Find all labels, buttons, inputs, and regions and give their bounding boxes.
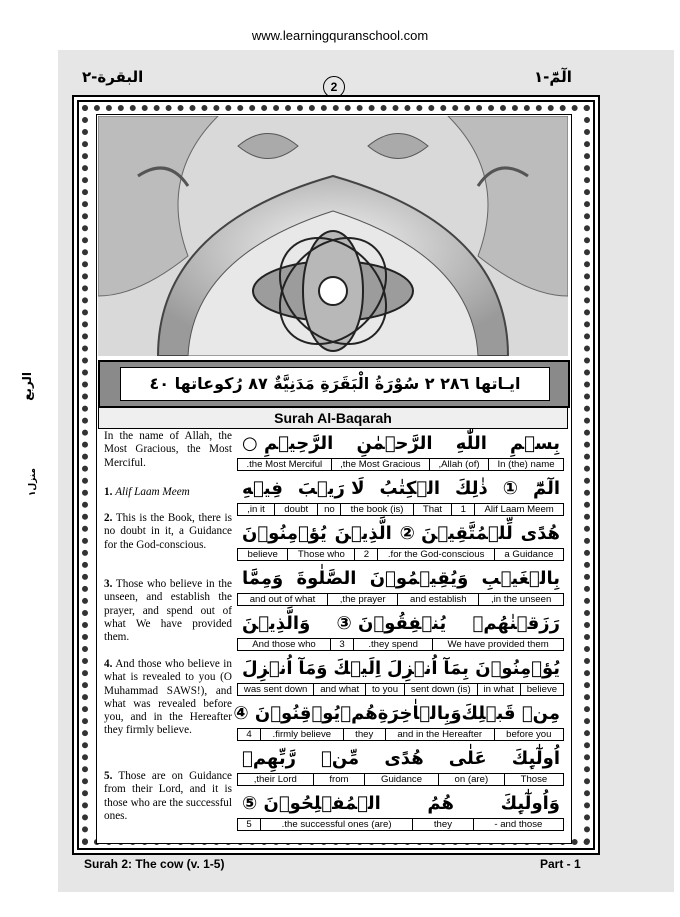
arabic-word: بِالۡغَيۡبِ: [481, 567, 560, 589]
translation-column: [98, 428, 234, 836]
arabic-word: وَيُقِيۡمُوۡنَ: [369, 567, 469, 589]
english-word: (of) Allah,: [429, 458, 489, 471]
verse-1: 1. Alif Laam Meem: [104, 486, 190, 498]
english-word: That: [413, 503, 453, 516]
surah-banner-text: ايـاتها ٢٨٦ ٢ سُوْرَةُ الْبَقَرَةِ مَدَنِيَّةٌ ٨٧ رُكوعاتها ٤٠: [120, 367, 550, 401]
english-word: (is) the book: [340, 503, 413, 516]
english-word: they spend.: [353, 638, 433, 651]
english-word: a Guidance: [494, 548, 564, 561]
arabic-word: الرَّحۡمٰنِ: [356, 432, 433, 454]
english-word: 4: [237, 728, 261, 741]
site-url: www.learningquranschool.com: [251, 28, 429, 43]
arabic-word: يُنۡفِقُوۡنَ ③: [336, 612, 447, 634]
english-word: Those: [504, 773, 564, 786]
english-word: in the unseen,: [478, 593, 564, 606]
arabic-word: اُنۡزِلَ: [386, 657, 438, 679]
arabic-word: مِّنۡ: [321, 747, 360, 769]
page-number: 2: [323, 76, 345, 98]
arabic-word: هُمۡ: [340, 702, 378, 724]
english-word: and establish: [397, 593, 479, 606]
arabic-word: الرَّحِيۡمِ ○: [242, 432, 334, 454]
english-row: [238, 548, 564, 561]
english-row: [238, 818, 564, 831]
surah-title: Surah Al-Baqarah: [98, 407, 568, 429]
arabic-row: [238, 788, 564, 818]
arabic-word: رَّبِّهِمۡ: [242, 747, 296, 769]
english-word: they: [412, 818, 473, 831]
verse-4: 4. And those who believe in what is revealed to you (O Muhammad SAWS!), and what was revealed before you, and in the Hereafter they firmly believe.: [104, 658, 232, 737]
english-row: [238, 728, 564, 741]
arabic-row: [238, 653, 564, 683]
english-word: 1: [451, 503, 475, 516]
english-word: 5: [237, 818, 261, 831]
arabic-word: يُوۡقِنُوۡنَ ④: [233, 702, 341, 724]
arabic-word: اِلَيۡكَ: [333, 657, 382, 679]
arabic-word: وَالَّذِيۡنَ: [242, 612, 311, 634]
arabic-row: [233, 698, 564, 728]
english-word: doubt: [274, 503, 318, 516]
margin-note: منزل١: [28, 468, 38, 497]
english-word: they: [343, 728, 386, 741]
arabic-word: مِنۡ قَبۡلِكَ: [461, 702, 560, 724]
english-row: [238, 503, 564, 516]
arabic-word: اُولٰٓٮِٕكَ: [511, 747, 560, 769]
english-word: for the God-conscious.: [377, 548, 495, 561]
english-word: (is) sent down: [404, 683, 478, 696]
english-word: the prayer,: [327, 593, 398, 606]
english-row: [238, 458, 564, 471]
english-word: and what: [313, 683, 366, 696]
english-word: firmly believe.: [260, 728, 344, 741]
english-word: the Most Gracious,: [331, 458, 430, 471]
english-word: and in the Hereafter: [385, 728, 495, 741]
margin-rubric: الربع: [20, 372, 34, 401]
english-word: believe: [237, 548, 288, 561]
footer-part: Part - 1: [540, 857, 581, 871]
english-row: [238, 773, 564, 786]
header-surah-arabic: البقرة-٢: [82, 68, 144, 86]
arabic-row: [238, 743, 564, 773]
english-word: to you: [365, 683, 405, 696]
arabic-row: [238, 428, 564, 458]
english-word: the Most Merciful.: [237, 458, 332, 471]
english-word: and out of what: [237, 593, 328, 606]
english-word: and those -: [473, 818, 564, 831]
arabic-word: لَا رَيۡبَ: [297, 477, 365, 499]
arabic-word: لِّلۡمُتَّقِيۡنَ ②: [399, 522, 513, 544]
arabic-word: هُدًى: [520, 522, 560, 544]
english-word: before you: [494, 728, 564, 741]
english-word: their Lord,: [237, 773, 314, 786]
verse-5: 5. Those are on Guidance from their Lord, and it is those who are the successful ones.: [104, 770, 232, 822]
arabic-row: [238, 473, 564, 503]
header-part-arabic: الٓمّٓ-١: [534, 68, 572, 86]
english-row: [238, 683, 564, 696]
arabic-word: ذٰلِكَ: [455, 477, 488, 499]
verse-2: 2. This is the Book, there is no doubt in it, a Guidance for the God-conscious.: [104, 512, 232, 551]
english-word: 3: [330, 638, 354, 651]
verse-3: 3. Those who believe in the unseen, and establish the prayer, and spend out of what We have provided them.: [104, 578, 232, 644]
surah-banner: [98, 360, 570, 408]
english-word: Alif Laam Meem: [474, 503, 564, 516]
footer-surah: Surah 2: The cow (v. 1-5): [84, 857, 225, 871]
arabic-word: وَمَآ: [298, 657, 328, 679]
english-row: [238, 593, 564, 606]
arabic-word: هُدًى: [384, 747, 424, 769]
arabic-word: عَلٰى: [448, 747, 487, 769]
english-word: 2: [354, 548, 378, 561]
english-word: Those who: [287, 548, 355, 561]
arabic-word: يُؤۡمِنُوۡنَ: [242, 522, 327, 544]
english-word: (are) on: [438, 773, 505, 786]
arabic-word: وَمِمَّا: [242, 567, 284, 589]
arabic-word: هُمُ: [427, 792, 455, 814]
arabic-word: الصَّلٰوةَ: [296, 567, 357, 589]
arabic-word: الٓمّٓ: [532, 477, 560, 499]
arabic-word: فِيۡهِ: [242, 477, 283, 499]
arabic-word: ①: [502, 477, 518, 499]
arabic-word: اُنۡزِلَ: [242, 657, 293, 679]
arabic-row: [238, 608, 564, 638]
english-word: no: [317, 503, 341, 516]
arabic-word: يُؤۡمِنُوۡنَ بِمَآ: [443, 657, 560, 679]
english-row: [238, 638, 564, 651]
arabic-word: وَبِالۡاٰخِرَةِ: [377, 702, 462, 724]
decorative-illumination: [98, 116, 568, 356]
english-word: believe: [520, 683, 564, 696]
arabic-row: [238, 563, 564, 593]
arabic-word: الَّذِيۡنَ: [334, 522, 392, 544]
arabic-word: رَزَقۡنٰهُمۡ: [472, 612, 560, 634]
arabic-word: اللّٰهِ: [455, 432, 487, 454]
english-word: in it,: [237, 503, 275, 516]
arabic-word: وَاُولٰٓٮِٕكَ: [500, 792, 560, 814]
english-word: (are) the successful ones.: [260, 818, 413, 831]
arabic-word: الۡمُفۡلِحُوۡنَ ⑤: [242, 792, 381, 814]
english-word: We have provided them: [432, 638, 564, 651]
english-word: in what: [477, 683, 521, 696]
arabic-word: بِسۡمِ: [510, 432, 560, 454]
english-word: was sent down: [237, 683, 314, 696]
english-word: And those who: [237, 638, 331, 651]
arabic-row: [238, 518, 564, 548]
english-word: In (the) name: [488, 458, 564, 471]
arabic-word: الۡكِتٰبُ: [379, 477, 441, 499]
english-word: Guidance: [364, 773, 439, 786]
verse-bismillah: In the name of Allah, the Most Gracious, the Most Merciful.: [104, 430, 232, 469]
english-word: from: [313, 773, 366, 786]
